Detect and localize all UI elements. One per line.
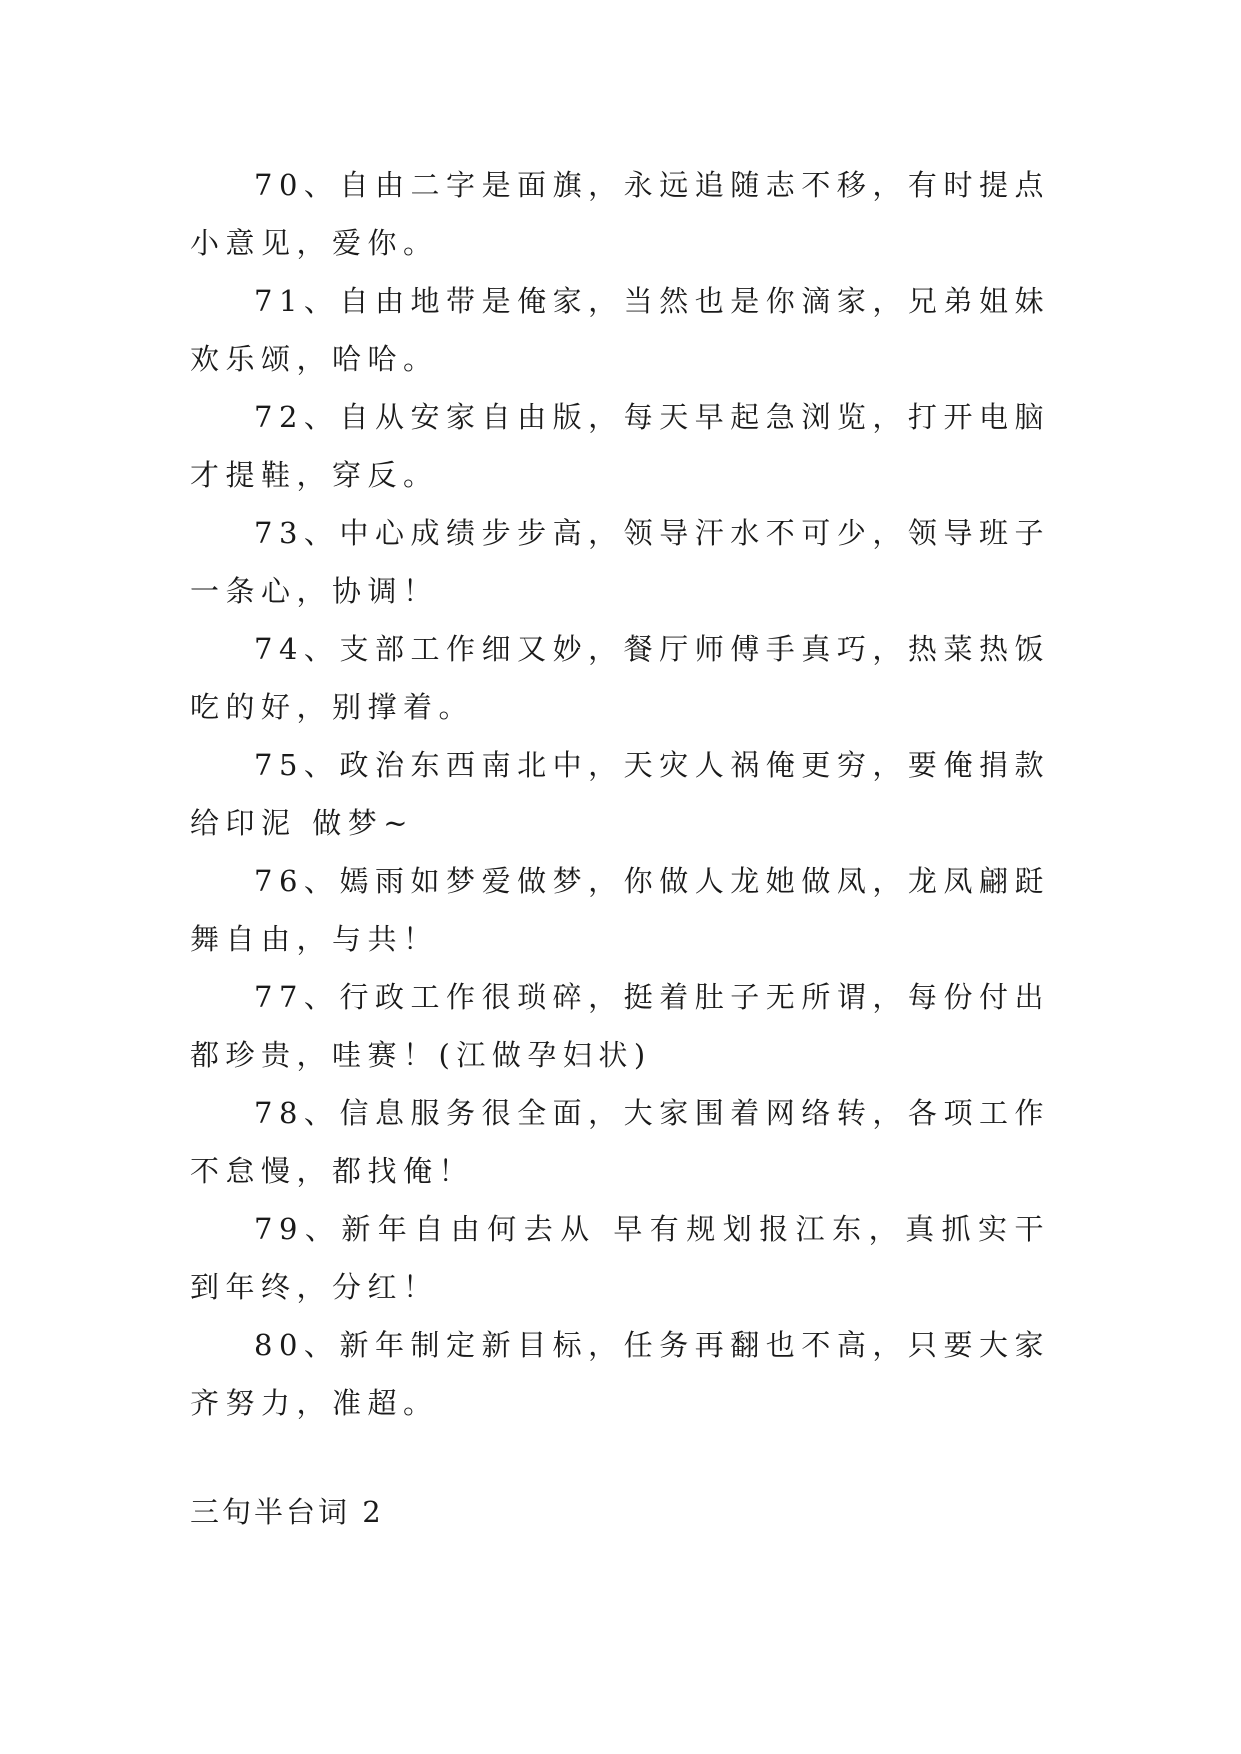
verse-paragraph-76: 76、嫣雨如梦爱做梦，你做人龙她做凤，龙凤翩跹舞自由，与共！ [190, 864, 1050, 956]
verse-paragraph-70: 70、自由二字是面旗，永远追随志不移，有时提点小意见，爱你。 [190, 168, 1050, 260]
verse-paragraph-79: 79、新年自由何去从 早有规划报江东，真抓实干到年终，分红！ [190, 1212, 1050, 1304]
verse-paragraph-78: 78、信息服务很全面，大家围着网络转，各项工作不怠慢，都找俺！ [190, 1096, 1050, 1188]
verse-paragraph-71: 71、自由地带是俺家，当然也是你滴家，兄弟姐妹欢乐颂，哈哈。 [190, 284, 1050, 376]
section-heading: 三句半台词 2 [190, 1495, 384, 1529]
verse-paragraph-73: 73、中心成绩步步高，领导汗水不可少，领导班子一条心，协调！ [190, 516, 1050, 608]
verse-paragraph-72: 72、自从安家自由版，每天早起急浏览，打开电脑才提鞋，穿反。 [190, 400, 1050, 492]
verse-paragraph-74: 74、支部工作细又妙，餐厅师傅手真巧，热菜热饭吃的好，别撑着。 [190, 632, 1050, 724]
verse-paragraph-77: 77、行政工作很琐碎，挺着肚子无所谓，每份付出都珍贵，哇赛！(江做孕妇状) [190, 980, 1050, 1072]
document-body [190, 156, 1050, 1432]
verse-paragraph-75: 75、政治东西南北中，天灾人祸俺更穷，要俺捐款给印泥 做梦~ [190, 748, 1050, 840]
verse-paragraph-80: 80、新年制定新目标，任务再翻也不高，只要大家齐努力，准超。 [190, 1328, 1050, 1420]
